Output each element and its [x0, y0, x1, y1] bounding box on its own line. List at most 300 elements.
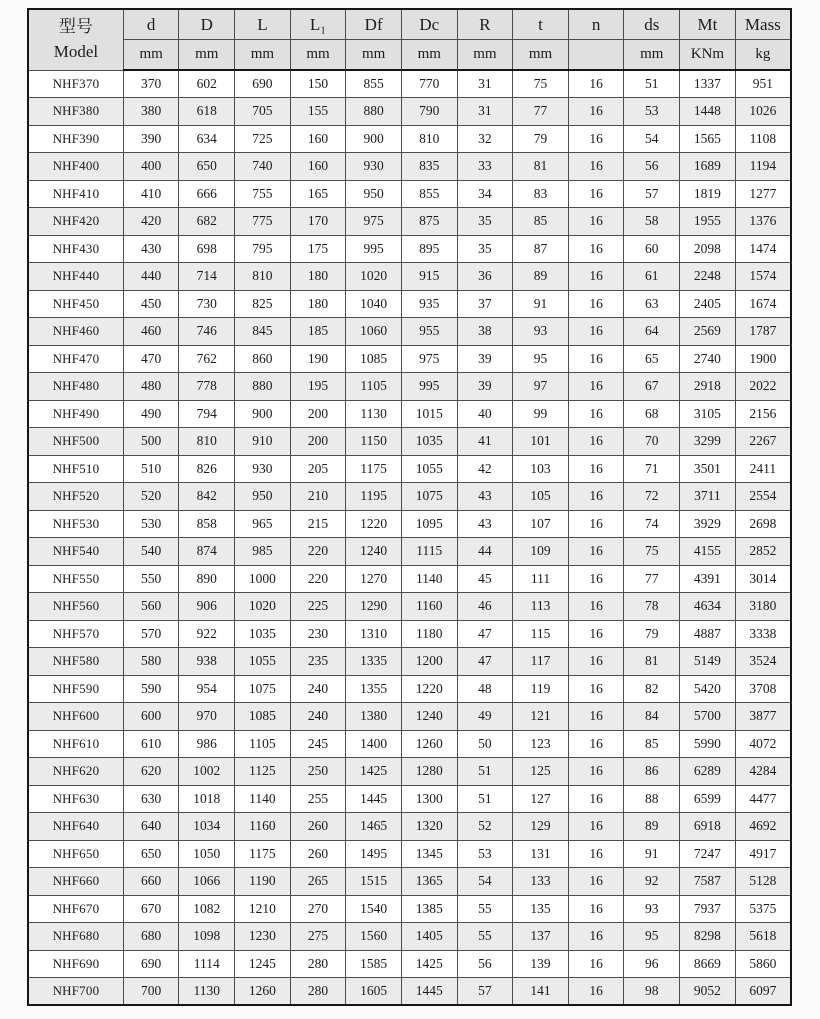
value-cell: 32: [457, 125, 513, 153]
value-cell: 99: [513, 400, 569, 428]
value-cell: 63: [624, 290, 680, 318]
value-cell: 1405: [401, 923, 457, 951]
value-cell: 1000: [235, 565, 291, 593]
column-unit-L1: mm: [290, 40, 346, 71]
value-cell: 842: [179, 483, 235, 511]
column-unit-R: mm: [457, 40, 513, 71]
value-cell: 1365: [401, 868, 457, 896]
model-header-cn: 型号: [58, 17, 93, 37]
table-row: [28, 620, 791, 648]
value-cell: 794: [179, 400, 235, 428]
value-cell: 16: [568, 483, 624, 511]
value-cell: 117: [513, 648, 569, 676]
value-cell: 48: [457, 675, 513, 703]
value-cell: 31: [457, 70, 513, 98]
value-cell: 64: [624, 318, 680, 346]
value-cell: 1105: [346, 373, 402, 401]
value-cell: 16: [568, 730, 624, 758]
model-cell: NHF450: [28, 290, 123, 318]
table-header: [28, 9, 791, 70]
value-cell: 1105: [235, 730, 291, 758]
value-cell: 1819: [680, 180, 736, 208]
value-cell: 33: [457, 153, 513, 181]
value-cell: 2740: [680, 345, 736, 373]
value-cell: 37: [457, 290, 513, 318]
value-cell: 2022: [735, 373, 791, 401]
value-cell: 123: [513, 730, 569, 758]
column-header-d: d: [123, 9, 179, 40]
value-cell: 570: [123, 620, 179, 648]
value-cell: 810: [235, 263, 291, 291]
value-cell: 1448: [680, 98, 736, 126]
value-cell: 16: [568, 345, 624, 373]
value-cell: 5990: [680, 730, 736, 758]
value-cell: 1125: [235, 758, 291, 786]
value-cell: 2554: [735, 483, 791, 511]
value-cell: 500: [123, 428, 179, 456]
value-cell: 5375: [735, 895, 791, 923]
table-row: [28, 400, 791, 428]
value-cell: 650: [123, 840, 179, 868]
value-cell: 1565: [680, 125, 736, 153]
value-cell: 1300: [401, 785, 457, 813]
value-cell: 890: [179, 565, 235, 593]
value-cell: 260: [290, 840, 346, 868]
value-cell: 79: [513, 125, 569, 153]
value-cell: 580: [123, 648, 179, 676]
value-cell: 4477: [735, 785, 791, 813]
model-cell: NHF550: [28, 565, 123, 593]
value-cell: 160: [290, 153, 346, 181]
model-cell: NHF500: [28, 428, 123, 456]
value-cell: 160: [290, 125, 346, 153]
value-cell: 1380: [346, 703, 402, 731]
value-cell: 1035: [235, 620, 291, 648]
value-cell: 610: [123, 730, 179, 758]
value-cell: 58: [624, 208, 680, 236]
value-cell: 1605: [346, 978, 402, 1006]
value-cell: 125: [513, 758, 569, 786]
value-cell: 714: [179, 263, 235, 291]
value-cell: 75: [624, 538, 680, 566]
value-cell: 81: [624, 648, 680, 676]
value-cell: 47: [457, 620, 513, 648]
value-cell: 135: [513, 895, 569, 923]
column-header-Mass: Mass: [735, 9, 791, 40]
value-cell: 778: [179, 373, 235, 401]
value-cell: 620: [123, 758, 179, 786]
table-row: [28, 235, 791, 263]
value-cell: 220: [290, 565, 346, 593]
value-cell: 985: [235, 538, 291, 566]
value-cell: 1210: [235, 895, 291, 923]
value-cell: 16: [568, 813, 624, 841]
value-cell: 1015: [401, 400, 457, 428]
value-cell: 109: [513, 538, 569, 566]
value-cell: 230: [290, 620, 346, 648]
value-cell: 690: [123, 950, 179, 978]
model-cell: NHF540: [28, 538, 123, 566]
value-cell: 87: [513, 235, 569, 263]
model-cell: NHF560: [28, 593, 123, 621]
value-cell: 39: [457, 345, 513, 373]
value-cell: 1150: [346, 428, 402, 456]
value-cell: 2852: [735, 538, 791, 566]
value-cell: 133: [513, 868, 569, 896]
value-cell: 1787: [735, 318, 791, 346]
column-unit-ds: mm: [624, 40, 680, 71]
value-cell: 1355: [346, 675, 402, 703]
value-cell: 4692: [735, 813, 791, 841]
value-cell: 1035: [401, 428, 457, 456]
value-cell: 44: [457, 538, 513, 566]
value-cell: 1020: [346, 263, 402, 291]
table-row: [28, 208, 791, 236]
value-cell: 810: [401, 125, 457, 153]
model-column-header: [28, 9, 123, 70]
value-cell: 1515: [346, 868, 402, 896]
value-cell: 1689: [680, 153, 736, 181]
value-cell: 810: [179, 428, 235, 456]
table-row: [28, 455, 791, 483]
value-cell: 1290: [346, 593, 402, 621]
value-cell: 43: [457, 483, 513, 511]
table-row: [28, 318, 791, 346]
value-cell: 2098: [680, 235, 736, 263]
value-cell: 1114: [179, 950, 235, 978]
column-unit-D: mm: [179, 40, 235, 71]
value-cell: 79: [624, 620, 680, 648]
column-header-R: R: [457, 9, 513, 40]
value-cell: 1020: [235, 593, 291, 621]
value-cell: 5618: [735, 923, 791, 951]
value-cell: 95: [624, 923, 680, 951]
value-cell: 51: [457, 758, 513, 786]
value-cell: 7937: [680, 895, 736, 923]
value-cell: 1220: [346, 510, 402, 538]
value-cell: 1055: [235, 648, 291, 676]
value-cell: 4072: [735, 730, 791, 758]
value-cell: 54: [624, 125, 680, 153]
value-cell: 89: [624, 813, 680, 841]
table-row: [28, 648, 791, 676]
value-cell: 1140: [401, 565, 457, 593]
value-cell: 1310: [346, 620, 402, 648]
value-cell: 915: [401, 263, 457, 291]
value-cell: 71: [624, 455, 680, 483]
value-cell: 480: [123, 373, 179, 401]
value-cell: 1160: [401, 593, 457, 621]
value-cell: 2698: [735, 510, 791, 538]
value-cell: 725: [235, 125, 291, 153]
value-cell: 3338: [735, 620, 791, 648]
value-cell: 52: [457, 813, 513, 841]
table-row: [28, 345, 791, 373]
model-cell: NHF480: [28, 373, 123, 401]
value-cell: 1376: [735, 208, 791, 236]
value-cell: 1337: [680, 70, 736, 98]
table-row: [28, 923, 791, 951]
value-cell: 16: [568, 593, 624, 621]
value-cell: 96: [624, 950, 680, 978]
value-cell: 83: [513, 180, 569, 208]
value-cell: 1240: [401, 703, 457, 731]
value-cell: 3180: [735, 593, 791, 621]
value-cell: 1130: [346, 400, 402, 428]
value-cell: 175: [290, 235, 346, 263]
value-cell: 1540: [346, 895, 402, 923]
value-cell: 666: [179, 180, 235, 208]
value-cell: 1115: [401, 538, 457, 566]
value-cell: 185: [290, 318, 346, 346]
value-cell: 1277: [735, 180, 791, 208]
value-cell: 56: [457, 950, 513, 978]
table-row: [28, 153, 791, 181]
value-cell: 975: [346, 208, 402, 236]
value-cell: 1345: [401, 840, 457, 868]
column-unit-L: mm: [235, 40, 291, 71]
value-cell: 16: [568, 208, 624, 236]
value-cell: 107: [513, 510, 569, 538]
table-row: [28, 868, 791, 896]
value-cell: 2411: [735, 455, 791, 483]
value-cell: 165: [290, 180, 346, 208]
value-cell: 16: [568, 400, 624, 428]
value-cell: 970: [179, 703, 235, 731]
value-cell: 121: [513, 703, 569, 731]
value-cell: 1075: [235, 675, 291, 703]
value-cell: 129: [513, 813, 569, 841]
value-cell: 70: [624, 428, 680, 456]
value-cell: 4155: [680, 538, 736, 566]
value-cell: 1260: [235, 978, 291, 1006]
value-cell: 103: [513, 455, 569, 483]
value-cell: 1060: [346, 318, 402, 346]
model-cell: NHF590: [28, 675, 123, 703]
value-cell: 16: [568, 923, 624, 951]
value-cell: 89: [513, 263, 569, 291]
value-cell: 4917: [735, 840, 791, 868]
value-cell: 93: [624, 895, 680, 923]
value-cell: 855: [346, 70, 402, 98]
value-cell: 51: [457, 785, 513, 813]
value-cell: 1180: [401, 620, 457, 648]
value-cell: 36: [457, 263, 513, 291]
table-row: [28, 950, 791, 978]
value-cell: 900: [346, 125, 402, 153]
value-cell: 1050: [179, 840, 235, 868]
value-cell: 139: [513, 950, 569, 978]
value-cell: 1066: [179, 868, 235, 896]
model-cell: NHF660: [28, 868, 123, 896]
value-cell: 2569: [680, 318, 736, 346]
value-cell: 740: [235, 153, 291, 181]
value-cell: 16: [568, 510, 624, 538]
value-cell: 200: [290, 428, 346, 456]
value-cell: 3877: [735, 703, 791, 731]
table-row: [28, 180, 791, 208]
value-cell: 855: [401, 180, 457, 208]
value-cell: 1085: [346, 345, 402, 373]
model-cell: NHF390: [28, 125, 123, 153]
value-cell: 634: [179, 125, 235, 153]
value-cell: 860: [235, 345, 291, 373]
value-cell: 1194: [735, 153, 791, 181]
value-cell: 40: [457, 400, 513, 428]
value-cell: 250: [290, 758, 346, 786]
value-cell: 650: [179, 153, 235, 181]
value-cell: 1280: [401, 758, 457, 786]
value-cell: 880: [235, 373, 291, 401]
value-cell: 1055: [401, 455, 457, 483]
value-cell: 5860: [735, 950, 791, 978]
table-row: [28, 373, 791, 401]
table-row: [28, 263, 791, 291]
value-cell: 1425: [346, 758, 402, 786]
value-cell: 935: [401, 290, 457, 318]
model-cell: NHF580: [28, 648, 123, 676]
table-row: [28, 840, 791, 868]
value-cell: 690: [235, 70, 291, 98]
value-cell: 61: [624, 263, 680, 291]
value-cell: 1002: [179, 758, 235, 786]
model-cell: NHF670: [28, 895, 123, 923]
value-cell: 270: [290, 895, 346, 923]
value-cell: 1240: [346, 538, 402, 566]
table-row: [28, 675, 791, 703]
column-unit-n: [568, 40, 624, 71]
value-cell: 1900: [735, 345, 791, 373]
value-cell: 1474: [735, 235, 791, 263]
column-header-L: L: [235, 9, 291, 40]
value-cell: 3708: [735, 675, 791, 703]
value-cell: 955: [401, 318, 457, 346]
value-cell: 16: [568, 565, 624, 593]
value-cell: 600: [123, 703, 179, 731]
value-cell: 682: [179, 208, 235, 236]
value-cell: 1585: [346, 950, 402, 978]
value-cell: 835: [401, 153, 457, 181]
value-cell: 2156: [735, 400, 791, 428]
model-cell: NHF610: [28, 730, 123, 758]
value-cell: 370: [123, 70, 179, 98]
value-cell: 2918: [680, 373, 736, 401]
value-cell: 180: [290, 290, 346, 318]
model-cell: NHF640: [28, 813, 123, 841]
value-cell: 950: [346, 180, 402, 208]
column-header-Dc: Dc: [401, 9, 457, 40]
table-row: [28, 785, 791, 813]
value-cell: 965: [235, 510, 291, 538]
value-cell: 35: [457, 208, 513, 236]
value-cell: 65: [624, 345, 680, 373]
value-cell: 6097: [735, 978, 791, 1006]
value-cell: 16: [568, 180, 624, 208]
value-cell: 155: [290, 98, 346, 126]
value-cell: 255: [290, 785, 346, 813]
table-row: [28, 510, 791, 538]
column-header-Mt: Mt: [680, 9, 736, 40]
value-cell: 16: [568, 648, 624, 676]
value-cell: 3014: [735, 565, 791, 593]
value-cell: 92: [624, 868, 680, 896]
value-cell: 895: [401, 235, 457, 263]
value-cell: 68: [624, 400, 680, 428]
value-cell: 3299: [680, 428, 736, 456]
value-cell: 72: [624, 483, 680, 511]
column-unit-Mass: kg: [735, 40, 791, 71]
value-cell: 825: [235, 290, 291, 318]
value-cell: 16: [568, 785, 624, 813]
value-cell: 43: [457, 510, 513, 538]
value-cell: 56: [624, 153, 680, 181]
value-cell: 55: [457, 923, 513, 951]
value-cell: 746: [179, 318, 235, 346]
value-cell: 1098: [179, 923, 235, 951]
value-cell: 16: [568, 868, 624, 896]
value-cell: 1018: [179, 785, 235, 813]
value-cell: 440: [123, 263, 179, 291]
value-cell: 16: [568, 263, 624, 291]
value-cell: 1175: [235, 840, 291, 868]
value-cell: 41: [457, 428, 513, 456]
model-cell: NHF650: [28, 840, 123, 868]
value-cell: 795: [235, 235, 291, 263]
value-cell: 8298: [680, 923, 736, 951]
value-cell: 57: [624, 180, 680, 208]
value-cell: 775: [235, 208, 291, 236]
model-cell: NHF490: [28, 400, 123, 428]
model-cell: NHF630: [28, 785, 123, 813]
value-cell: 1245: [235, 950, 291, 978]
column-header-n: n: [568, 9, 624, 40]
value-cell: 1140: [235, 785, 291, 813]
value-cell: 950: [235, 483, 291, 511]
value-cell: 1400: [346, 730, 402, 758]
value-cell: 922: [179, 620, 235, 648]
value-cell: 101: [513, 428, 569, 456]
value-cell: 39: [457, 373, 513, 401]
value-cell: 16: [568, 538, 624, 566]
value-cell: 16: [568, 978, 624, 1006]
value-cell: 55: [457, 895, 513, 923]
value-cell: 127: [513, 785, 569, 813]
table-row: [28, 290, 791, 318]
value-cell: 119: [513, 675, 569, 703]
value-cell: 8669: [680, 950, 736, 978]
value-cell: 590: [123, 675, 179, 703]
value-cell: 1108: [735, 125, 791, 153]
model-cell: NHF520: [28, 483, 123, 511]
value-cell: 45: [457, 565, 513, 593]
model-cell: NHF440: [28, 263, 123, 291]
table-row: [28, 703, 791, 731]
value-cell: 275: [290, 923, 346, 951]
model-cell: NHF530: [28, 510, 123, 538]
column-header-L1: L₁: [290, 9, 346, 40]
value-cell: 245: [290, 730, 346, 758]
value-cell: 42: [457, 455, 513, 483]
value-cell: 190: [290, 345, 346, 373]
value-cell: 4391: [680, 565, 736, 593]
value-cell: 986: [179, 730, 235, 758]
value-cell: 220: [290, 538, 346, 566]
table-row: [28, 593, 791, 621]
column-unit-Mt: KNm: [680, 40, 736, 71]
value-cell: 2405: [680, 290, 736, 318]
model-cell: NHF470: [28, 345, 123, 373]
value-cell: 1085: [235, 703, 291, 731]
